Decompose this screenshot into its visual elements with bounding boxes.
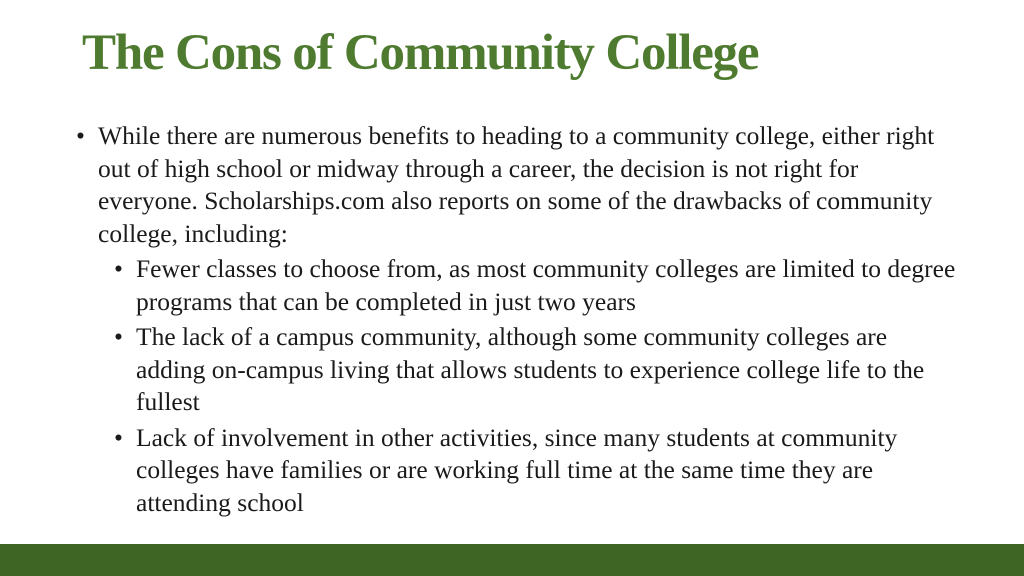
sub-bullet-2 [114,321,956,419]
sub-bullet-list [76,253,956,519]
sub-bullet-text: Lack of involvement in other activities, since many students at community colleges have families or are working full time at the same time they are attending school [136,422,898,517]
bullet-intro-text: While there are numerous benefits to heading to a community college, either right out of high school or midway through a career, the decision is not right for everyone. Scholarships.com also reports on some of the drawbacks of community college, including: [98,121,935,248]
sub-bullet-text: The lack of a campus community, although some community colleges are adding on-campus living that allows students to experience college life to the fullest [136,322,925,416]
slide-title: The Cons of Community College [82,25,759,81]
bullet-dot: • [76,121,85,150]
bullet-dot: • [114,254,123,283]
sub-bullet-1 [114,253,956,318]
bullet-dot: • [114,422,123,452]
sub-bullet-text: Fewer classes to choose from, as most community colleges are limited to degree programs that can be completed in just two years [136,254,956,316]
footer-bar [0,544,1024,576]
bullet-intro [76,120,956,250]
bullet-dot: • [114,322,123,351]
sub-bullet-3 [114,422,956,520]
slide-body [76,120,956,519]
